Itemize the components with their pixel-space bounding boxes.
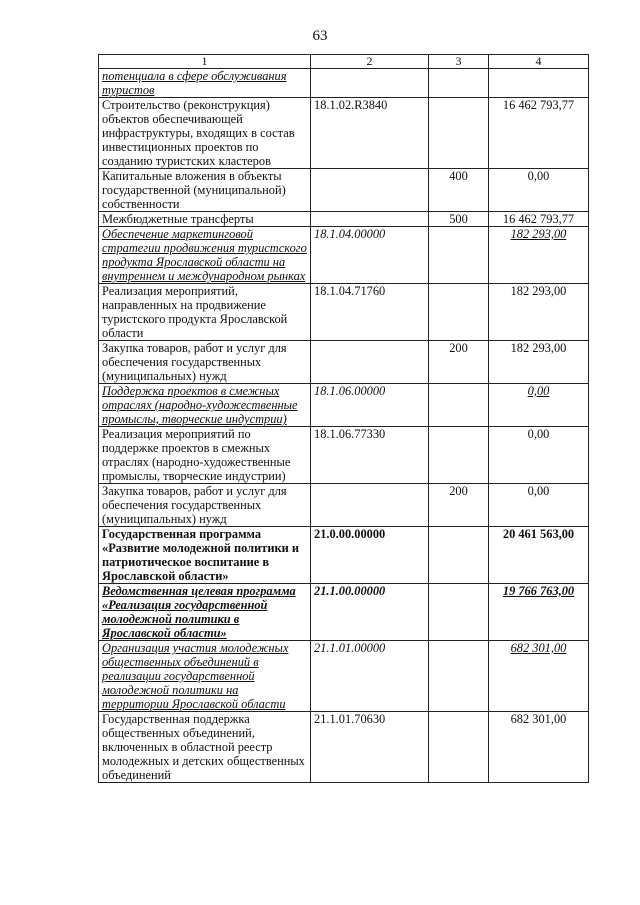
row-name-cell: Реализация мероприятий по поддержке проектов в смежных отраслях (народно-художественные промыслы, творческие индустрии) [99, 427, 311, 484]
row-sum-cell: 0,00 [489, 484, 589, 527]
row-name-cell: потенциала в сфере обслуживания туристов [99, 69, 311, 98]
row-kind-cell [429, 69, 489, 98]
row-kind-cell [429, 641, 489, 712]
row-name-cell: Государственная поддержка общественных объединений, включенных в областной реестр молодежных и детских общественных объединений [99, 712, 311, 783]
row-code-cell: 21.1.01.70630 [311, 712, 429, 783]
row-code-cell [311, 484, 429, 527]
row-kind-cell [429, 427, 489, 484]
row-kind-cell [429, 384, 489, 427]
row-name-cell: Обеспечение маркетинговой стратегии продвижения туристского продукта Ярославской области на внутреннем и международном рынках [99, 227, 311, 284]
table-row [99, 227, 589, 284]
row-kind-cell [429, 712, 489, 783]
table-body [99, 69, 589, 783]
row-name-cell: Межбюджетные трансферты [99, 212, 311, 227]
table-row [99, 484, 589, 527]
row-sum-cell: 0,00 [489, 384, 589, 427]
row-sum-cell: 16 462 793,77 [489, 212, 589, 227]
table-row [99, 641, 589, 712]
row-sum-cell: 19 766 763,00 [489, 584, 589, 641]
row-sum-cell: 682 301,00 [489, 641, 589, 712]
row-sum-cell: 182 293,00 [489, 341, 589, 384]
row-code-cell: 18.1.04.00000 [311, 227, 429, 284]
table-row [99, 527, 589, 584]
row-kind-cell: 200 [429, 341, 489, 384]
row-code-cell: 21.0.00.00000 [311, 527, 429, 584]
row-code-cell [311, 169, 429, 212]
row-kind-cell [429, 584, 489, 641]
table-row [99, 427, 589, 484]
row-name-cell: Организация участия молодежных общественных объединений в реализации государственной молодежной политики на территории Ярославской области [99, 641, 311, 712]
table-row [99, 169, 589, 212]
row-sum-cell: 20 461 563,00 [489, 527, 589, 584]
row-name-cell: Закупка товаров, работ и услуг для обеспечения государственных (муниципальных) нужд [99, 341, 311, 384]
row-kind-cell [429, 98, 489, 169]
table-row [99, 712, 589, 783]
column-header-1: 1 [99, 55, 311, 69]
row-code-cell: 18.1.06.00000 [311, 384, 429, 427]
table-row [99, 341, 589, 384]
row-name-cell: Государственная программа «Развитие молодежной политики и патриотическое воспитание в Ярославской области» [99, 527, 311, 584]
column-header-2: 2 [311, 55, 429, 69]
header-row [99, 55, 589, 69]
row-kind-cell: 200 [429, 484, 489, 527]
row-code-cell: 18.1.02.R3840 [311, 98, 429, 169]
row-sum-cell: 0,00 [489, 169, 589, 212]
row-code-cell [311, 69, 429, 98]
row-code-cell [311, 341, 429, 384]
table-row [99, 584, 589, 641]
column-header-3: 3 [429, 55, 489, 69]
row-sum-cell: 16 462 793,77 [489, 98, 589, 169]
row-code-cell [311, 212, 429, 227]
row-name-cell: Капитальные вложения в объекты государственной (муниципальной) собственности [99, 169, 311, 212]
table-row [99, 69, 589, 98]
row-code-cell: 18.1.04.71760 [311, 284, 429, 341]
page-number: 63 [312, 28, 328, 44]
row-kind-cell: 500 [429, 212, 489, 227]
row-sum-cell: 0,00 [489, 427, 589, 484]
row-name-cell: Строительство (реконструкция) объектов обеспечивающей инфраструктуры, входящих в состав инвестиционных проектов по созданию туристских кластеров [99, 98, 311, 169]
row-name-cell: Поддержка проектов в смежных отраслях (народно-художественные промыслы, творческие индустрии) [99, 384, 311, 427]
row-sum-cell: 182 293,00 [489, 227, 589, 284]
row-code-cell: 21.1.00.00000 [311, 584, 429, 641]
row-name-cell: Закупка товаров, работ и услуг для обеспечения государственных (муниципальных) нужд [99, 484, 311, 527]
row-kind-cell [429, 227, 489, 284]
row-sum-cell [489, 69, 589, 98]
row-kind-cell [429, 284, 489, 341]
row-code-cell: 21.1.01.00000 [311, 641, 429, 712]
row-kind-cell: 400 [429, 169, 489, 212]
column-header-4: 4 [489, 55, 589, 69]
table-row [99, 98, 589, 169]
row-name-cell: Ведомственная целевая программа «Реализация государственной молодежной политики в Ярославской области» [99, 584, 311, 641]
row-sum-cell: 682 301,00 [489, 712, 589, 783]
row-kind-cell [429, 527, 489, 584]
row-sum-cell: 182 293,00 [489, 284, 589, 341]
row-code-cell: 18.1.06.77330 [311, 427, 429, 484]
table-row [99, 284, 589, 341]
budget-table [98, 54, 589, 783]
row-name-cell: Реализация мероприятий, направленных на продвижение туристского продукта Ярославской области [99, 284, 311, 341]
table-row [99, 212, 589, 227]
table-row [99, 384, 589, 427]
